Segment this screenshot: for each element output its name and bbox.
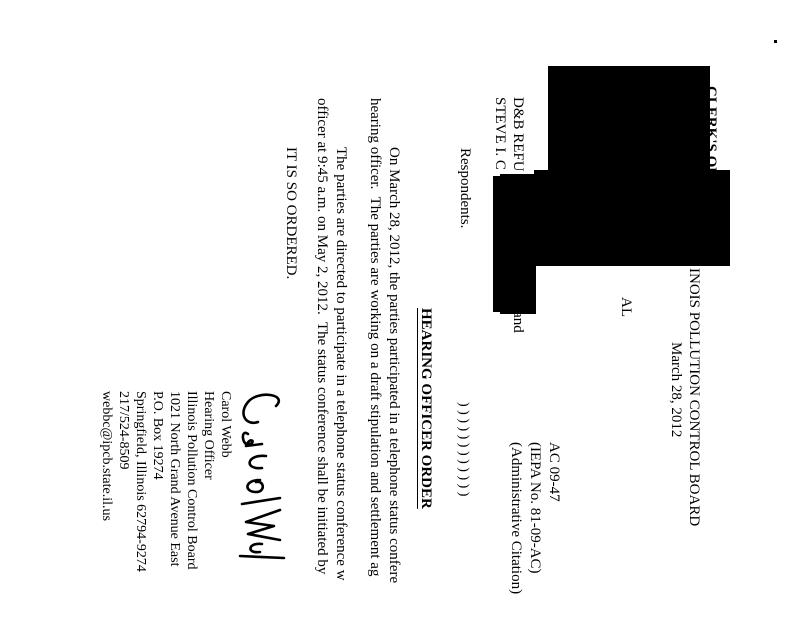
paragraph-1-line-1: On March 28, 2012, the parties participated in a telephone status confere [386,147,402,584]
signature-title: Hearing Officer [201,391,216,480]
caption-line-inc: NC., and [510,279,526,333]
signature-city: Springfield, Illinois 62794-9274 [133,391,148,572]
paragraph-2-line-1: The parties are directed to participate in a telephone status conference w [333,147,349,581]
case-number: AC 09-47 [546,442,562,502]
clerk-stamp-text: CLERK'S OF [703,86,719,177]
redaction-block-left [493,176,505,312]
board-name: INOIS POLLUTION CONTROL BOARD [686,268,702,527]
citation-type: (Administrative Citation) [508,442,524,595]
paragraph-2-line-2: officer at 9:45 a.m. on May 2, 2012. The status conference shall be initiated by [314,98,330,575]
signature-pobox: P.O. Box 19274 [150,391,165,480]
closing-statement: IT IS SO ORDERED. [283,147,299,280]
redaction-block-main [534,170,730,266]
handwritten-signature [236,392,288,562]
signature-name: Carol Webb [218,391,233,458]
signature-phone: 217/524-8509 [116,391,131,470]
signature-org: Illinois Pollution Control Board [184,391,199,570]
iepa-number: (IEPA No. 81-09-AC) [527,442,543,574]
caption-line-al: AL [618,297,634,317]
caption-parentheses: ) ) ) ) ) ) ) ) ) ) ) ) [456,402,471,497]
signature-email[interactable]: webbc@ipcb.state.il.us [99,391,114,521]
redaction-block-top [548,66,710,174]
order-date: March 28, 2012 [668,342,684,438]
scan-speck [774,40,777,43]
signature-street: 1021 North Grand Avenue East [167,391,182,567]
caption-line-steve: STEVE I. C [492,97,508,170]
respondents-label: Respondents. [457,148,473,229]
caption-line-db: D&B REFU [510,97,526,172]
paragraph-1-line-2: hearing officer. The parties are working on a draft stipulation and settlement ag [367,98,383,577]
order-title: HEARING OFFICER ORDER [418,308,434,509]
